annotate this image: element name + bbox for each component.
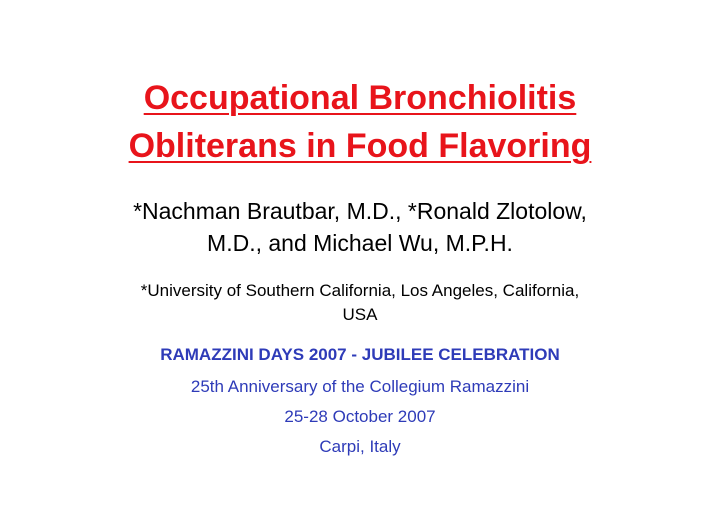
- conference-name: RAMAZZINI DAYS 2007 - JUBILEE CELEBRATION: [160, 345, 560, 364]
- slide-title-line-1: Occupational Bronchiolitis: [143, 79, 577, 117]
- authors-line-1: *Nachman Brautbar, M.D., *Ronald Zlotolow,: [133, 198, 587, 224]
- conference-location: Carpi, Italy: [319, 437, 401, 456]
- conference-anniversary: 25th Anniversary of the Collegium Ramazzini: [190, 377, 530, 396]
- slide-title-line-2: Obliterans in Food Flavoring: [128, 127, 592, 165]
- affiliation-line-2: USA: [342, 305, 378, 324]
- authors-line-2: M.D., and Michael Wu, M.P.H.: [207, 230, 513, 256]
- conference-dates: 25-28 October 2007: [284, 407, 436, 426]
- affiliation-line-1: *University of Southern California, Los Angeles, California,: [140, 281, 580, 300]
